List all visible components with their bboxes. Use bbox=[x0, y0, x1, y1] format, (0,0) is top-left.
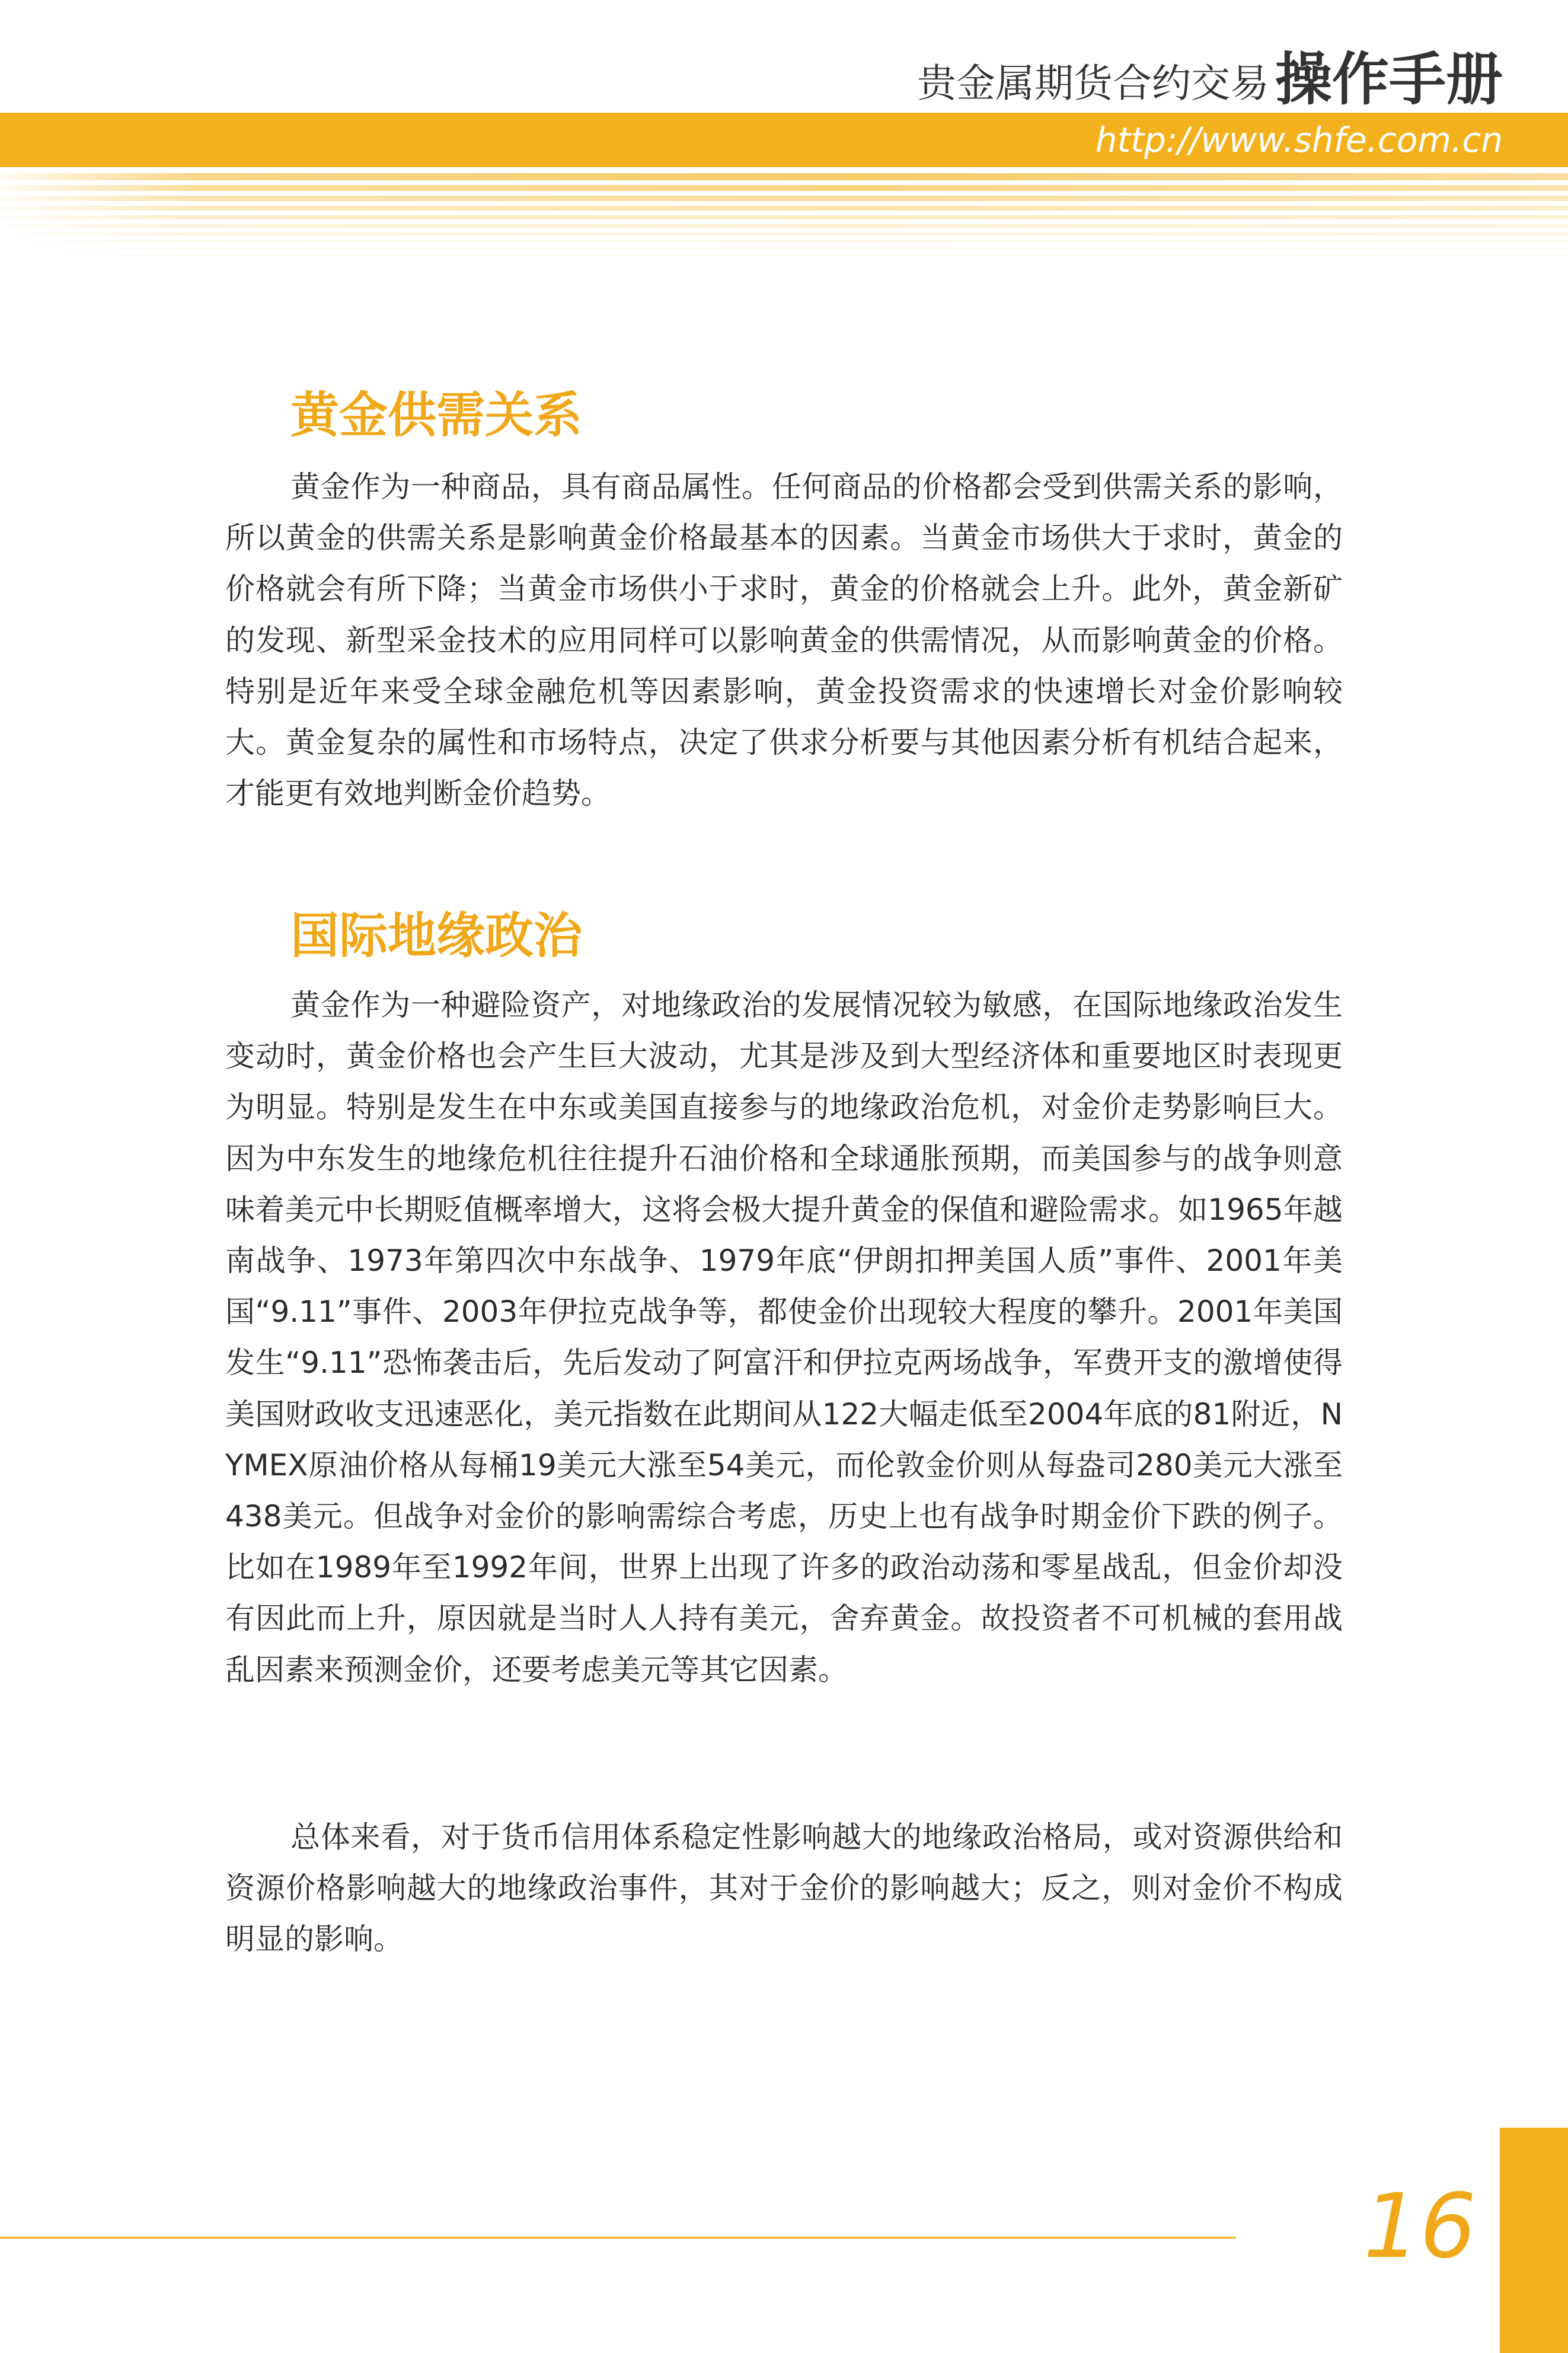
paragraph-geopolitics-1: 黄金作为一种避险资产，对地缘政治的发展情况较为敏感，在国际地缘政治发生变动时，黄金价格也会产生巨大波动，尤其是涉及到大型经济体和重要地区时表现更为明显。特别是发生在中东或美国直接参与的地缘政治危机，对金价走势影响巨大。因为中东发生的地缘危机往往提升石油价格和全球通胀预期，而美国参与的战争则意味着美元中长期贬值概率增大，这将会极大提升黄金的保值和避险需求。如1965年越南战争、1973年第四次中东战争、1979年底“伊朗扣押美国人质”事件、2001年美国“9.11”事件、2003年伊拉克战争等，都使金价出现较大程度的攀升。2001年美国发生“9.11”恐怖袭击后，先后发动了阿富汗和伊拉克两场战争，军费开支的激增使得美国财政收支迅速恶化，美元指数在此期间从122大幅走低至2004年底的81附近，NYMEX原油价格从每桶19美元大涨至54美元，而伦敦金价则从每盎司280美元大涨至438美元。但战争对金价的影响需综合考虑，历史上也有战争时期金价下跌的例子。比如在1989年至1992年间，世界上出现了许多的政治动荡和零星战乱，但金价却没有因此而上升，原因就是当时人人持有美元，舍弃黄金。故投资者不可机械的套用战乱因素来预测金价，还要考虑美元等其它因素。 bbox=[225, 988, 1343, 1687]
header-url: http://www.shfe.com.cn bbox=[1095, 120, 1503, 160]
paragraph-supply-demand: 黄金作为一种商品，具有商品属性。任何商品的价格都会受到供需关系的影响，所以黄金的供需关系是影响黄金价格最基本的因素。当黄金市场供大于求时，黄金的价格就会有所下降；当黄金市场供小于求时，黄金的价格就会上升。此外，黄金新矿的发现、新型采金技术的应用同样可以影响黄金的供需情况，从而影响黄金的价格。特别是近年来受全球金融危机等因素影响，黄金投资需求的快速增长对金价影响较大。黄金复杂的属性和市场特点，决定了供求分析要与其他因素分析有机结合起来，才能更有效地判断金价趋势。 bbox=[225, 470, 1343, 811]
paragraph-geopolitics-2: 总体来看，对于货币信用体系稳定性影响越大的地缘政治格局，或对资源供给和资源价格影响越大的地缘政治事件，其对于金价的影响越大；反之，则对金价不构成明显的影响。 bbox=[225, 1820, 1343, 1957]
header-title-light: 贵金属期货合约交易 bbox=[917, 60, 1269, 106]
header-title bbox=[917, 37, 1503, 113]
footer-divider-line bbox=[0, 2237, 1236, 2239]
section-heading-geopolitics: 国际地缘政治 bbox=[290, 908, 583, 964]
section-heading-supply-demand: 黄金供需关系 bbox=[290, 387, 583, 444]
footer-side-bar bbox=[1500, 2128, 1568, 2353]
header-title-bold: 操作手册 bbox=[1275, 46, 1503, 113]
page-number: 16 bbox=[1363, 2175, 1477, 2278]
header-stripes-decoration bbox=[0, 172, 1568, 291]
